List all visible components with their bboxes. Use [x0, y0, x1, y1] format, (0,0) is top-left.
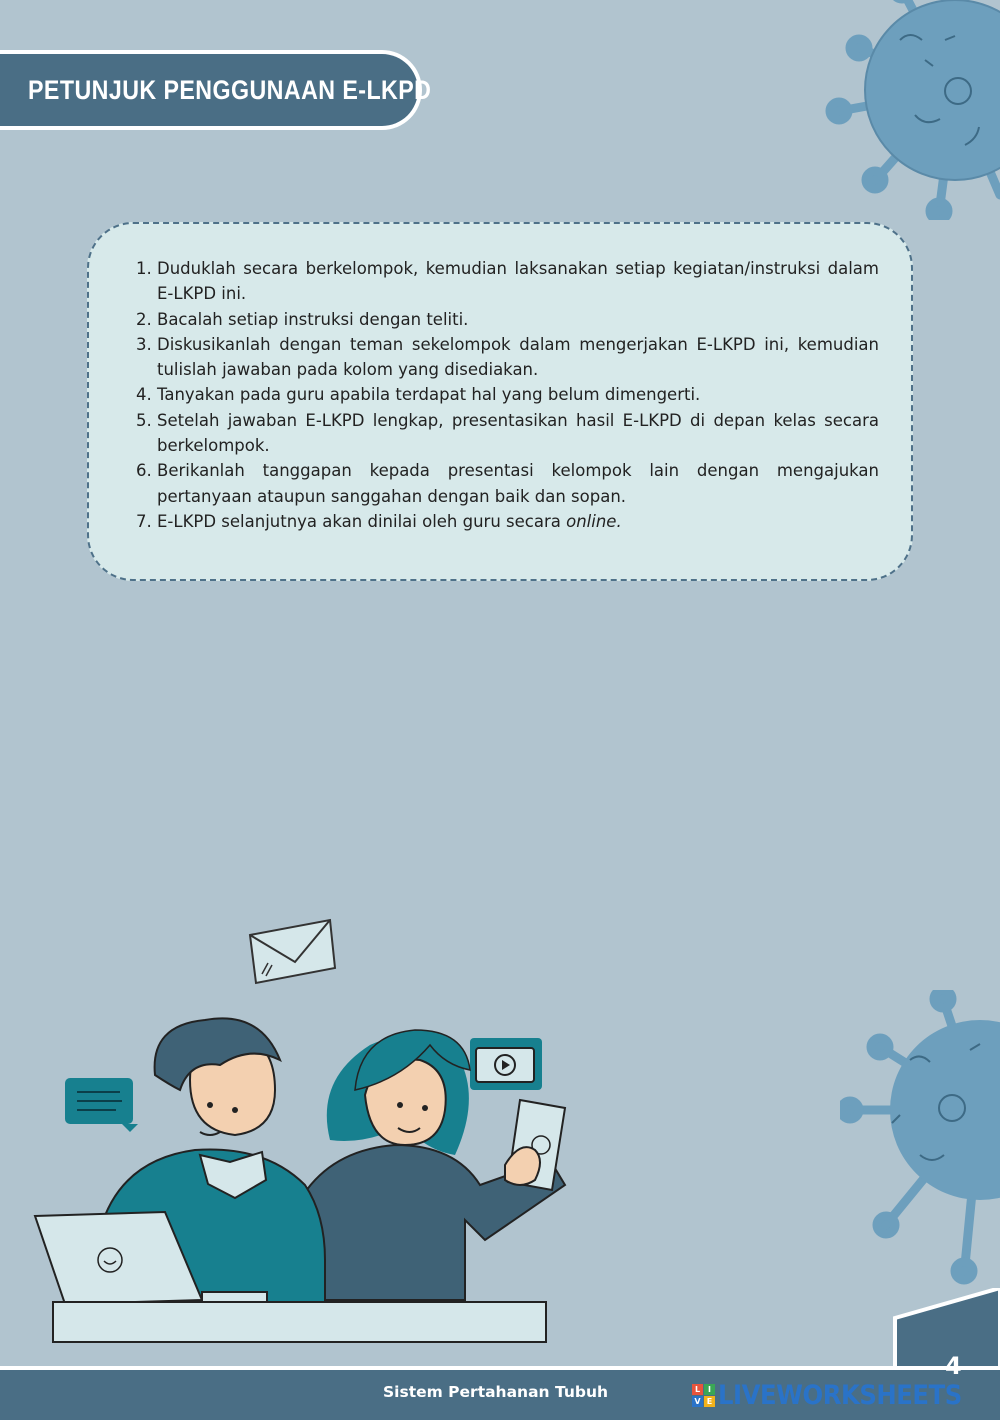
instruction-emphasis: online. [566, 511, 622, 531]
instruction-item [136, 509, 879, 534]
virus-decoration-bottom [840, 990, 1000, 1290]
instructions-box [87, 222, 913, 581]
liveworksheets-wordmark: LIVEWORKSHEETS [718, 1379, 962, 1411]
instruction-number: 4. [136, 385, 152, 405]
instruction-number: 3. [136, 334, 152, 354]
footer-subject: Sistem Pertahanan Tubuh [383, 1383, 609, 1401]
title-banner [0, 50, 432, 130]
instruction-number: 5. [136, 410, 152, 430]
instruction-text: Berikanlah tanggapan kepada presentasi kelompok lain dengan mengajukan pertanyaan ataupun sanggahan dengan baik dan sopan. [157, 461, 879, 506]
instruction-number: 7. [136, 511, 152, 531]
instruction-text: Tanyakan pada guru apabila terdapat hal yang belum dimengerti. [157, 385, 701, 405]
liveworksheets-logo [692, 1380, 989, 1410]
instruction-number: 6. [136, 461, 152, 481]
instruction-number: 1. [136, 259, 152, 278]
chat-bubble-icon [65, 1078, 138, 1132]
page-number: 4 [945, 1352, 962, 1380]
instruction-number: 2. [136, 309, 152, 329]
virus-decoration-top [805, 0, 1000, 220]
instruction-text: Diskusikanlah dengan teman sekelompok dalam mengerjakan E-LKPD ini, kemudian tulislah jawaban pada kolom yang disediakan. [157, 334, 879, 380]
instruction-text: Bacalah setiap instruksi dengan teliti. [157, 309, 469, 329]
students-illustration [30, 900, 590, 1350]
liveworksheets-grid-icon: L I V E [692, 1384, 715, 1407]
instruction-item [136, 307, 879, 332]
instruction-text: E-LKPD selanjutnya akan dinilai oleh guru secara online. [157, 511, 622, 531]
instruction-item [136, 382, 879, 407]
envelope-icon [250, 920, 335, 983]
page-title: PETUNJUK PENGGUNAAN E-LKPD [28, 75, 432, 105]
instruction-item [136, 332, 879, 383]
instruction-text: Setelah jawaban E-LKPD lengkap, presentasikan hasil E-LKPD di depan kelas secara berkelompok. [157, 410, 879, 456]
instruction-text: Duduklah secara berkelompok, kemudian laksanakan setiap kegiatan/instruksi dalam E-LKPD ini. [157, 259, 879, 304]
instruction-item [136, 256, 879, 307]
instruction-item [136, 408, 879, 459]
video-play-icon [470, 1038, 542, 1090]
instructions-list [136, 256, 879, 534]
instruction-item [136, 458, 879, 509]
